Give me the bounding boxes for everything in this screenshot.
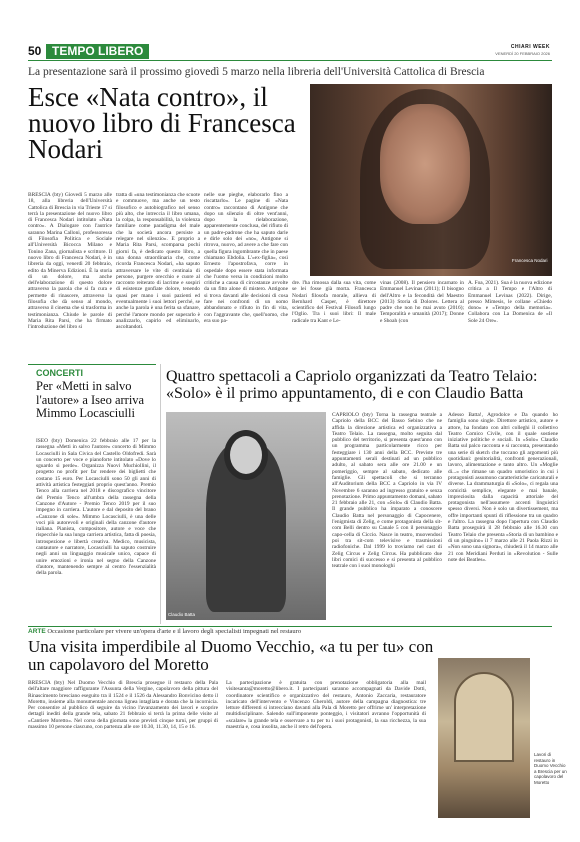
arte-photo-caption: Lavori di restauro in Duomo Vecchio a Brescia per un capolavoro del Moretto bbox=[534, 752, 567, 785]
story1-column-3: nelle sue pieghe, elaborarlo fino a riscattarlo». Le pagine di «Nata contro» raccontano di Antigone che dopo un silenzio di oltre vent'anni, dopo la rielaborazione, apparentemente conclusa, del rifiuto di un padre-padrone che ha saputo darle e dirle solo dei «no», Antigone si ritrova, nuovo, ad avere a che fare con quella figura ingombrante che in paese chiamano Ebdolia. L'«ex-figlia», così Ernesto l'apostrofava, corre in ospedale dopo essere stata informata che l'uomo versa in condizioni molto critiche a causa di circostanze avvolte da un fitto alone di mistero. Antigone si trova davanti alle decisioni di cosa fare nei confronti di un uomo abbandonato e rifiuto in fin di vita, con l'aggravante che, quell'uomo, che era suo pa- bbox=[204, 192, 288, 324]
photo-face bbox=[380, 104, 470, 224]
capriolo-column-2: Adesso Batta!, Agrodolce e Da quando ho famiglia sono single. Direttore artistico, autore e attore, ha fondato con altri colleghi il collettivo Teatro Comico Civile, con il quale sostiene iniziative politiche e sociali. In «Solo» Claudio Batta sul palco racconta e si racconta, presentando una serie di sketch che toccano gli argomenti più quotidiani: genitorialità, confronti generazionali, lavoro, alimentazione e tanto altro. Un «Moglie di...» che rimane un quadro umoristico in cui i protagonisti assumono caratteristiche caricaturali e diverse. La drammaturgia di «Solo», ci regala una comicità semplice, elegante e mai banale, impreziosita dalla capacità attoriale del protagonista nell'assumere accenti linguistici spesso diversi. Non è solo un divertissement, ma offre importanti spunti di riflessione tra un quadro e l'altro. La rassegna dopo l'apertura con Claudio Batta proseguirà il 28 febbraio alle 16.30 con Teatro Telaio che presenta «Storia di un bambino e di un pinguino» il 7 marzo alle 21 Paola Rizzi in «Non sono una signora», chiuderà il 14 marzo alle 21 con Meridiani Perduti in «Revolution - Sulle note dei Beatles». bbox=[448, 412, 558, 563]
story1-column-6: A. Foa, 2021). Sua è la nuova edizione critica a Il Tempo e l'Altro di Emmanuel Levinas (2022). Dirige, presso Mimesis, le collane «Chiedo dono» e «Tempo della memoria». Collabora con La Domenica de «Il Sole 24 Ore». bbox=[468, 280, 552, 324]
concerti-headline: Per «Metti in salvo l'autore» a Iseo arriva Mimmo Locasciulli bbox=[36, 379, 145, 420]
story1-photo bbox=[310, 84, 552, 276]
capriolo-column-1: CAPRIOLO (bty) Torna la rassegna teatrale a Capriolo della BCC del Basso Sebino che ne affida la direzione artistica ed organizzativa a Teatro Telaio. La rassegna, molto seguita dal pubblico del territorio, si presenta quest'anno con un programma particolarmente ricco per festeggiare i 130 anni della BCC. Previste tre appuntamenti serali destinati ad un pubblico adulto, al sabato sera alle ore 21.00 e un pomeriggio, sempre al sabato, dedicato alle famiglie. Gli spettacoli che si terranno all'Auditorium della BCC a Capriolo in via IV Novembre 6 saranno ad ingresso gratuito e senza prenotazione. Primo appuntamento domani, sabato 21 febbraio alle 21, con «Solo» di Claudio Batta. Il grande pubblico ha imparato a conoscere Claudio Batta nel personaggio di Capocenere, l'enigmista di Zelig, e come protagonista della sit-com Belli dentro su Canale 5 con il personaggio capo-cella di Ciccio. Nasce in teatro, muovendosi poi tra sit-com televisive e trasmissioni radiofoniche. Dal 1999 lo troviamo nel cast di Zelig Circus e Zelig Circus. Ha pubblicato due libri comici di successo e si presenta al pubblico teatrale con i suoi monologhi bbox=[332, 412, 442, 570]
arte-headline: Una visita imperdibile al Duomo Vecchio, «a tu per tu» con un capolavoro del Moretto bbox=[28, 637, 434, 674]
photo-altarpiece bbox=[454, 672, 514, 762]
arte-column-1: BRESCIA (bty) Nel Duomo Vecchio di Brescia prosegue il restauro della Pala dell'altare maggiore raffigurante l'Assunta della Vergine, capolavoro della pittura del Rinascimento bresciano eseguito tra il 1524 e il 1526 da Alessandro Bonvicino detto il Moretto, insieme alla monumentale ancona lignea intagliata e dorata che la incornicia. Per consentire al pubblico di seguire da vicino l'avanzamento dei lavori e scoprire dettagli inediti della grande tela, sabato 21 febbraio si terrà la prima delle visite al «Cantiere Moretto». Nel corso della giornata sono previsti cinque turni, per gruppi di massimo 10 persone ciascuno, con partenza alle ore 10.30, 11.30, 14, 15 e 16. bbox=[28, 680, 218, 731]
story1-column-4: dre. l'ha rimossa dalla sua vita, come se lei fosse già morta. Francesca Nodari filosofa morale, allieva di Bernhard Casper, è direttore scientifico del Festival Filosofi lungo l'Oglio. Tra i suoi libri: Il male radicale tra Kant e Le- bbox=[292, 280, 376, 324]
arte-kicker bbox=[28, 628, 301, 635]
column-divider bbox=[160, 364, 161, 624]
arte-divider bbox=[28, 626, 552, 627]
section-label: TEMPO LIBERO bbox=[46, 44, 149, 59]
concerti-body: ISEO (bty) Domenica 22 febbraio alle 17 per la rassegna «Metti in salvo l'autore» concerto di Mimmo Locasciulli in Sala Civica del Castello Oldofredi. Sarà un concerto per voce e pianoforte intitolato «Dove lo sguardo si perde». Organizza Nuovi Muchiollini, il progetto no profit per far rendere dei biglietti che costano 15 euro. Per Locasciulli sono 50 gli anni di attività artistica festeggiati proprio quest'anno. Premio Tenco alla carriera nel 2018 e discografico vincitore del Premio Tenco all'umbra della rassegna della Canzone d'Autore - Premio Tenco 2019 per il suo impegno in carriera. L'autore e dal deposito del brano «Canzone di sole». Mimmo Locasciulli, è una delle voci più autorevoli e originali della canzone d'autore italiana. Pianista, compositore, autore e voce che rispecchie la sua lunga carriera artistica, fatta di poesia, introspezione e libertà creativa. Medico, musicista, cantautore e narratore, Locasciulli ha saputo costruire negli anni un linguaggio musicale unico, capace di unire emozioni e ironia nel segno della Canzone d'autore, mantenendo sempre al centro l'essenzialità della parola. bbox=[36, 438, 156, 577]
issue-date: VENERDÌ 20 FEBBRAIO 2026 bbox=[495, 51, 550, 56]
arte-kicker-text: Occasione particolare per vivere un'opera d'arte e il lavoro degli specialisti impegnati nel restauro bbox=[47, 628, 302, 635]
story1-headline: Esce «Nata contro», il nuovo libro di Francesca Nodari bbox=[28, 82, 296, 164]
arte-tag: ARTE bbox=[28, 628, 46, 635]
capriolo-photo-caption: Claudio Batta bbox=[168, 612, 196, 617]
story1-kicker: La presentazione sarà il prossimo giovedì 5 marzo nella libreria dell'Università Cattolica di Brescia bbox=[28, 66, 485, 78]
page-number: 50 bbox=[28, 44, 42, 58]
capriolo-headline: Quattro spettacoli a Capriolo organizzati da Teatro Telaio: «Solo» è il primo appuntamento, di e con Claudio Batta bbox=[166, 368, 538, 402]
story1-column-1: BRESCIA (bty) Giovedì 5 marzo alle 18, alla libreria dell'Università Cattolica di Brescia in via Trieste 17 si terrà la presentazione del nuovo libro di Francesca Nodari intitolato «Nata contro». A Dialogare con l'autrice saranno Marina Calloni, professoressa di Filosofia Politica e Sociale all'Università Bicocca Milano e Tonino Zana, giornalista e scrittore. Il nuovo libro di Francesca Nodari, è in libreria da oggi, venerdì 20 febbraio, edito da Minerva Edizioni. È la storia di un dolore, ma anche dell'elaborazione di questo dolore attraverso la parola che si fa cura e permette di rinascere, attraverso la filosofia che dà senso al mondo, attraverso il cinema che si trasforma in testimonianza. Chiude le parole di Maria Rita Parsi, che ha firmato l'introduzione del libro si bbox=[28, 192, 112, 331]
story1-column-2: tratta di «una testimonianza che scuote e commuove, ma anche un testo filosofico e autobiografico nel senso più alto, che intreccia il libro umana, la colpa, la responsabilità, la violenza familiare come paradigma del male che la società ancora persiste a relegare nel silenzio». E proprio a Maria Rita Parsi, scomparsa pochi giorni fa, è dedicato questo libro, a una donna straordinaria che, come ricorda Francesca Nodari, «ha saputo attraversare le vite di centinaia di persone, purgere orecchio e cuore al racconto reiterato di lacrime e sospiri di esistenze gonfiate dolore, tenendo quasi per mano i suoi pazienti ed eventualmente i suoi lettori perché, se anche la parola è una ferita sa sfanare, perché l'amore mondo per superarlo è analizzarlo, capirlo ed eliminarlo, ascoltandoti. bbox=[116, 192, 200, 331]
story1-column-5: vinas (2008). Il pensiero incarnato in Emmanuel Levinas (2011); Il bisogno dell'Altro e la fecondità del Maestro (2013) Storia di Dolores. Lettera al padre che non ho mai avuto (2016); Temporalità e umanità (2017); Donne e Shoah (con bbox=[380, 280, 464, 324]
arte-photo bbox=[438, 658, 530, 818]
story1-photo-caption: Francesca Nodari bbox=[512, 258, 548, 263]
capriolo-photo bbox=[166, 412, 326, 620]
concerti-tag: CONCERTI bbox=[36, 368, 83, 378]
photo-head bbox=[224, 430, 268, 480]
concerti-divider bbox=[28, 364, 156, 365]
brand-name: CHIARI WEEK bbox=[510, 44, 550, 50]
header-divider bbox=[28, 60, 552, 61]
arte-column-2: La partecipazione è gratuita con prenotazione obbligatoria alla mail visitesanta@moretto@libero.it. I partecipanti saranno accompagnati da Davide Dotti, coordinatore scientifico e organizzativo del restauro, Antonio Zaccaria, restauratore incaricato dell'intervento e Vincenzo Gheroldi, autore della campagna diagnostica: tre letture differenti si intrecciano davanti alla Pala di Moretto per offrirne un' interpretazione multidisciplinare. Salendo sull'imponente ponteggio, i visitatori avranno l'opportunità di «scalare» la grande tela e osservare a tu per tu i suoi protagonisti, la sua ricchezza, la sua maestria e, cosa insolita, anche il retro dell'opera. bbox=[226, 680, 426, 731]
